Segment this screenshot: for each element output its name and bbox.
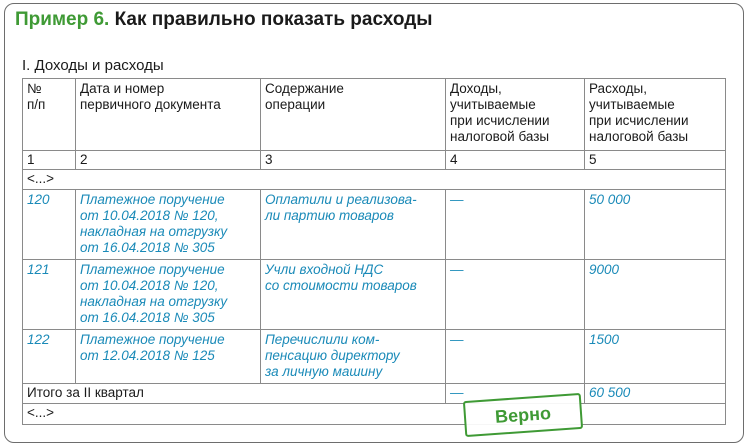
row-expense: 50 000 (585, 190, 726, 260)
header-text: Доходы, учитываемые при исчислении налоговой базы (450, 81, 550, 144)
row-number: 122 (23, 330, 76, 384)
row-income: — (446, 260, 585, 330)
table-row (23, 190, 726, 260)
ellipsis-cell: <...> (23, 170, 726, 190)
header-cell-income (446, 79, 585, 151)
row-document (76, 260, 261, 330)
row-operation-text: Учли входной НДС со стоимости товаров (265, 262, 417, 293)
row-expense: 1500 (585, 330, 726, 384)
row-document-text: Платежное поручение от 12.04.2018 № 125 (80, 332, 225, 363)
ellipsis-cell: <...> (23, 404, 726, 425)
total-income: — (446, 384, 585, 404)
section-heading: I. Доходы и расходы (22, 57, 164, 74)
row-operation (261, 190, 446, 260)
ellipsis-row (23, 404, 726, 425)
column-number: 4 (446, 151, 585, 170)
header-text: Дата и номер первичного документа (80, 81, 221, 112)
row-income: — (446, 330, 585, 384)
ellipsis-row (23, 170, 726, 190)
table-row (23, 260, 726, 330)
example-title (15, 9, 433, 31)
header-cell-operation (261, 79, 446, 151)
row-number: 120 (23, 190, 76, 260)
row-document (76, 190, 261, 260)
row-operation (261, 260, 446, 330)
header-text: Расходы, учитываемые при исчислении налоговой базы (589, 81, 689, 144)
column-number: 5 (585, 151, 726, 170)
row-number: 121 (23, 260, 76, 330)
total-row (23, 384, 726, 404)
table-header-row (23, 79, 726, 151)
example-number: Пример 6. (15, 9, 110, 30)
row-expense: 9000 (585, 260, 726, 330)
header-cell-document (76, 79, 261, 151)
header-text: Содержание операции (265, 81, 344, 112)
header-cell-number (23, 79, 76, 151)
total-label: Итого за II квартал (23, 384, 446, 404)
row-operation-text: Оплатили и реализова- ли партию товаров (265, 192, 417, 223)
column-number-row (23, 151, 726, 170)
row-income: — (446, 190, 585, 260)
income-expense-table (22, 78, 726, 425)
total-expense: 60 500 (585, 384, 726, 404)
row-operation-text: Перечислили ком- пенсацию директору за личную машину (265, 332, 400, 379)
column-number: 2 (76, 151, 261, 170)
approved-stamp: Верно (463, 393, 583, 437)
table-row (23, 330, 726, 384)
column-number: 1 (23, 151, 76, 170)
row-document (76, 330, 261, 384)
header-text: № п/п (27, 81, 46, 112)
row-operation (261, 330, 446, 384)
example-heading: Как правильно показать расходы (114, 9, 433, 30)
column-number: 3 (261, 151, 446, 170)
header-cell-expense (585, 79, 726, 151)
row-document-text: Платежное поручение от 10.04.2018 № 120, накладная на отгрузку от 16.04.2018 № 305 (80, 262, 228, 325)
row-document-text: Платежное поручение от 10.04.2018 № 120, накладная на отгрузку от 16.04.2018 № 305 (80, 192, 228, 255)
